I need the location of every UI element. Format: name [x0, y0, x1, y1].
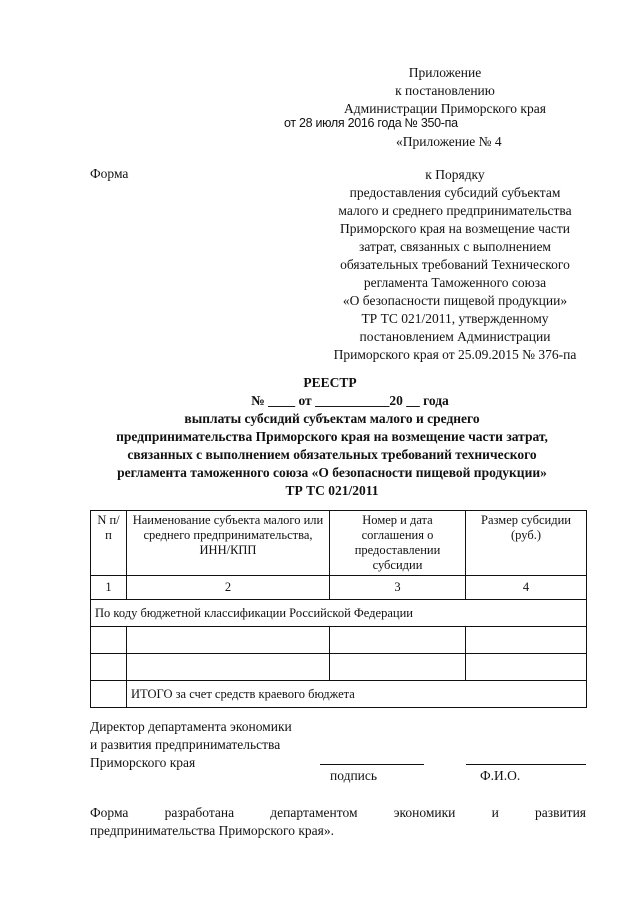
header-cell-amount: Размер субсидии (руб.)	[466, 511, 587, 576]
table-cell	[330, 654, 466, 681]
annex-line: Администрации Приморского края	[344, 101, 546, 116]
order-line: ТР ТС 021/2011, утвержденному	[361, 311, 549, 326]
registry-subject	[12, 410, 640, 500]
column-number: 2	[127, 576, 330, 600]
table-cell	[91, 654, 127, 681]
order-line: Приморского края от 25.09.2015 № 376-па	[333, 347, 577, 362]
signature-line	[320, 764, 424, 765]
annex-line: Приложение	[408, 65, 482, 80]
annex-header	[330, 64, 560, 118]
table-row	[91, 654, 587, 681]
registry-subject-line: ТР ТС 021/2011	[285, 483, 379, 498]
table-number-row	[91, 576, 587, 600]
name-caption: Ф.И.О.	[480, 768, 521, 783]
registry-table	[90, 510, 587, 708]
resolution-date-stamp: от 28 июля 2016 года № 350-па	[284, 116, 458, 130]
order-line: регламента Таможенного союза	[363, 275, 547, 290]
table-cell	[466, 627, 587, 654]
name-line	[466, 764, 586, 765]
header-cell-number: N п/п	[91, 511, 127, 576]
signature-caption: подпись	[330, 768, 378, 783]
column-number: 4	[466, 576, 587, 600]
registry-subject-line: предпринимательства Приморского края на возмещение части затрат,	[116, 429, 548, 444]
order-line: постановлением Администрации	[359, 329, 551, 344]
registry-heading: РЕЕСТР	[303, 375, 357, 390]
order-reference	[310, 166, 600, 364]
table-row	[91, 627, 587, 654]
footer-line-1: Форма разработана департаментом экономики и развития	[90, 805, 586, 820]
table-cell	[127, 654, 330, 681]
signatory-line: и развития предпринимательства	[90, 737, 281, 752]
column-number: 1	[91, 576, 127, 600]
table-cell	[330, 627, 466, 654]
table-cell	[91, 627, 127, 654]
total-row	[91, 681, 587, 708]
order-line: обязательных требований Технического	[340, 257, 570, 272]
order-line: малого и среднего предпринимательства	[338, 203, 572, 218]
table-cell	[127, 627, 330, 654]
annex-number: «Приложение № 4	[396, 134, 502, 149]
registry-subject-line: связанных с выполнением обязательных требований технического	[127, 447, 537, 462]
signatory-line: Приморского края	[90, 755, 196, 770]
annex-line: к постановлению	[395, 83, 495, 98]
order-line: предоставления субсидий субъектам	[349, 185, 561, 200]
total-cell: ИТОГО за счет средств краевого бюджета	[127, 681, 587, 708]
form-label: Форма	[90, 166, 129, 181]
signatory-position	[90, 718, 292, 772]
table-header-row	[91, 511, 587, 576]
registry-subject-line: регламента таможенного союза «О безопасности пищевой продукции»	[117, 465, 547, 480]
registry-subject-line: выплаты субсидий субъектам малого и среднего	[184, 411, 480, 426]
order-line: затрат, связанных с выполнением	[359, 239, 551, 254]
header-cell-entity: Наименование субъекта малого или среднего предпринимательства, ИНН/КПП	[127, 511, 330, 576]
budget-code-cell: По коду бюджетной классификации Российской Федерации	[91, 600, 587, 627]
budget-code-row	[91, 600, 587, 627]
signatory-line: Директор департамента экономики	[90, 719, 292, 734]
registry-number-line: № ____ от ___________20 __ года	[251, 393, 449, 408]
order-line: Приморского края на возмещение части	[340, 221, 570, 236]
column-number: 3	[330, 576, 466, 600]
footer-line-2: предпринимательства Приморского края».	[90, 823, 334, 838]
order-line: к Порядку	[425, 167, 485, 182]
table-cell	[466, 654, 587, 681]
header-cell-agreement: Номер и дата соглашения о предоставлении субсидии	[330, 511, 466, 576]
table-cell	[91, 681, 127, 708]
order-line: «О безопасности пищевой продукции»	[342, 293, 568, 308]
